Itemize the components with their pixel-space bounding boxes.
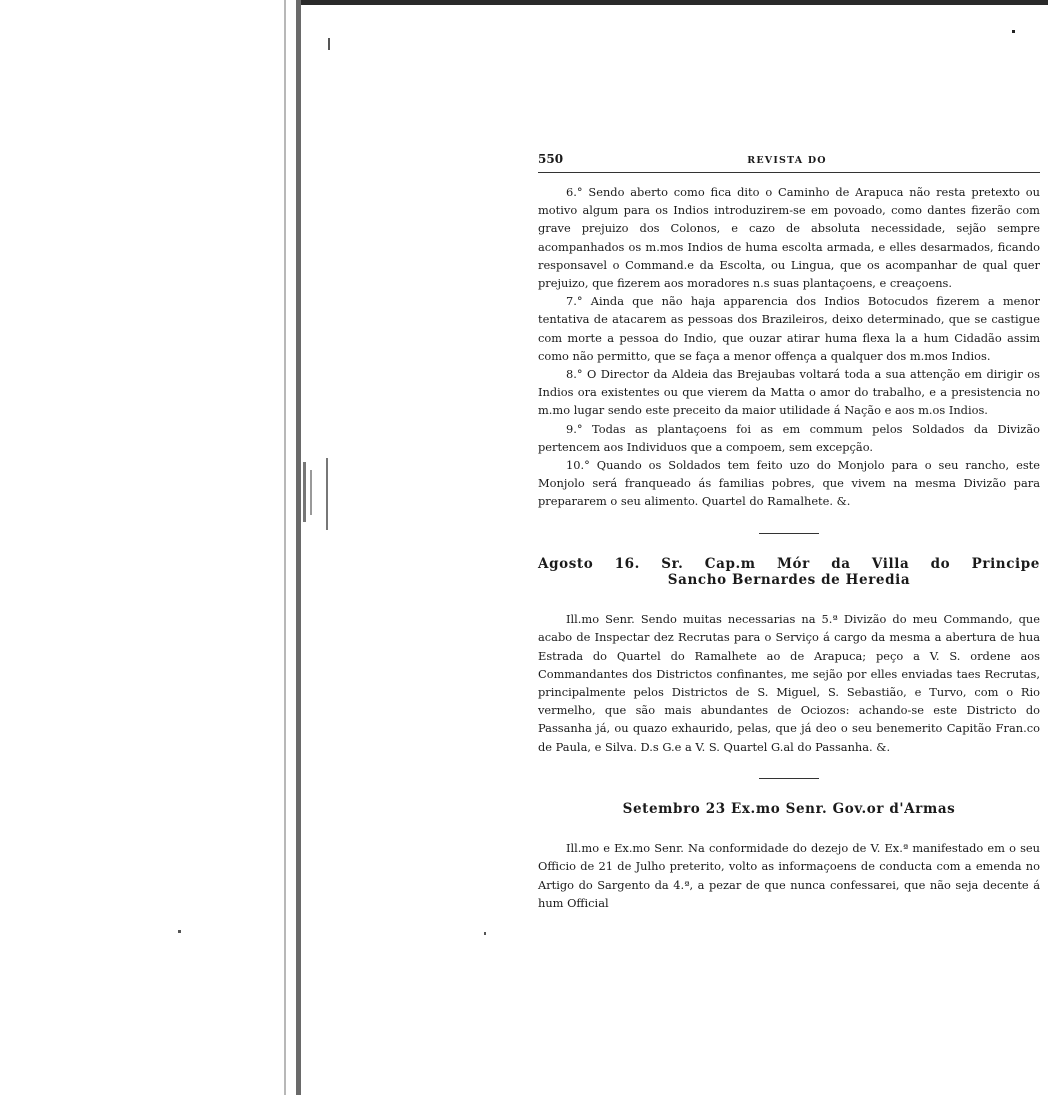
scan-speck: [1012, 30, 1015, 33]
scan-speck: [328, 38, 330, 50]
scan-bar-left: [296, 0, 301, 1095]
scan-bar-left-faint: [284, 0, 286, 1095]
letter-body-setembro: Ill.mo e Ex.mo Senr. Na conformidade do dezejo de V. Ex.ª manifestado em o seu Officio de 21 de Julho preterito, volto as informaçoens de conducta com a emenda no Artigo do Sargento da 4.ª, a pezar de que nunca confessarei, que não seja decente á hum Official: [538, 841, 1040, 910]
book-page: [538, 150, 1040, 912]
section-divider: [759, 533, 819, 535]
running-head: REVISTA DO: [747, 155, 827, 166]
letter-heading-setembro: Setembro 23 Ex.mo Senr. Gov.or d'Armas: [622, 801, 956, 818]
article-6: 6.° Sendo aberto como fica dito o Caminho de Arapuca não resta pretexto ou motivo algum para os Indios introduzirem-se em povoado, como dantes fizerão com grave prejuizo dos Colonos, e cazo de absoluta necessidade, sejão sempre acompanhados os m.mos Indios de huma escolta armada, e elles desarmados, ficando responsavel o Command.e da Escolta, ou Lingua, que os acompanhar de qual quer prejuizo, que fizerem aos moradores n.s suas plantaçoens, e creaçoens.: [538, 185, 1040, 291]
article-8: 8.° O Director da Aldeia das Brejaubas voltará toda a sua attenção em dirigir os Indios ora existentes ou que vierem da Matta o amor do trabalho, e a presistencia no m.mo lugar sendo este preceito da maior utilidade á Nação e aos m.os Indios.: [538, 367, 1040, 418]
article-9: 9.° Todas as plantaçoens foi as em commum pelos Soldados da Divizão pertencem aos Individuos que a compoem, sem excepção.: [538, 421, 1040, 454]
scan-bar-top: [300, 0, 1048, 5]
letter-heading-line1: Agosto 16. Sr. Cap.m Mór da Villa do Principe: [538, 556, 1040, 573]
scan-speck: [303, 462, 306, 522]
scan-speck: [310, 470, 312, 515]
scan-speck: [484, 932, 486, 935]
article-7: 7.° Ainda que não haja apparencia dos Indios Botocudos fizerem a menor tentativa de atacarem as pessoas dos Brazileiros, deixo determinado, que se castigue com morte a pessoa do Indio, que ouzar atirar huma flexa la a hum Cidadão assim como não permitto, que se faça a menor offença a qualquer dos m.mos Indios.: [538, 294, 1040, 363]
section-divider: [759, 778, 819, 780]
scan-speck: [326, 458, 328, 530]
letter-body-agosto: Ill.mo Senr. Sendo muitas necessarias na 5.ª Divizão do meu Commando, que acabo de Inspectar dez Recrutas para o Serviço á cargo da mesma a abertura de hua Estrada do Quartel do Ramalhete ao de Arapuca; peço a V. S. ordene aos Commandantes dos Districtos confinantes, me sejão por elles enviadas taes Recrutas, principalmente pelos Districtos de S. Miguel, S. Sebastião, e Turvo, com o Rio vermelho, que são mais abundantes de Ociozos: achando-se este Districto do Passanha já, ou quazo exhaurido, pelas, que já deo o seu benemerito Capitão Fran.co de Paula, e Silva. D.s G.e a V. S. Quartel G.al do Passanha. &.: [538, 612, 1040, 754]
page-number: 550: [538, 152, 564, 166]
page-header: [538, 150, 1040, 173]
letter-heading-agosto: [538, 556, 1040, 588]
letter-heading-line2: Sancho Bernardes de Heredia: [667, 572, 911, 589]
scan-speck: [178, 930, 181, 933]
article-10: 10.° Quando os Soldados tem feito uzo do Monjolo para o seu rancho, este Monjolo será franqueado ás familias pobres, que vivem na mesma Divizão para prepararem o seu alimento. Quartel do Ramalhete. &.: [538, 458, 1040, 509]
